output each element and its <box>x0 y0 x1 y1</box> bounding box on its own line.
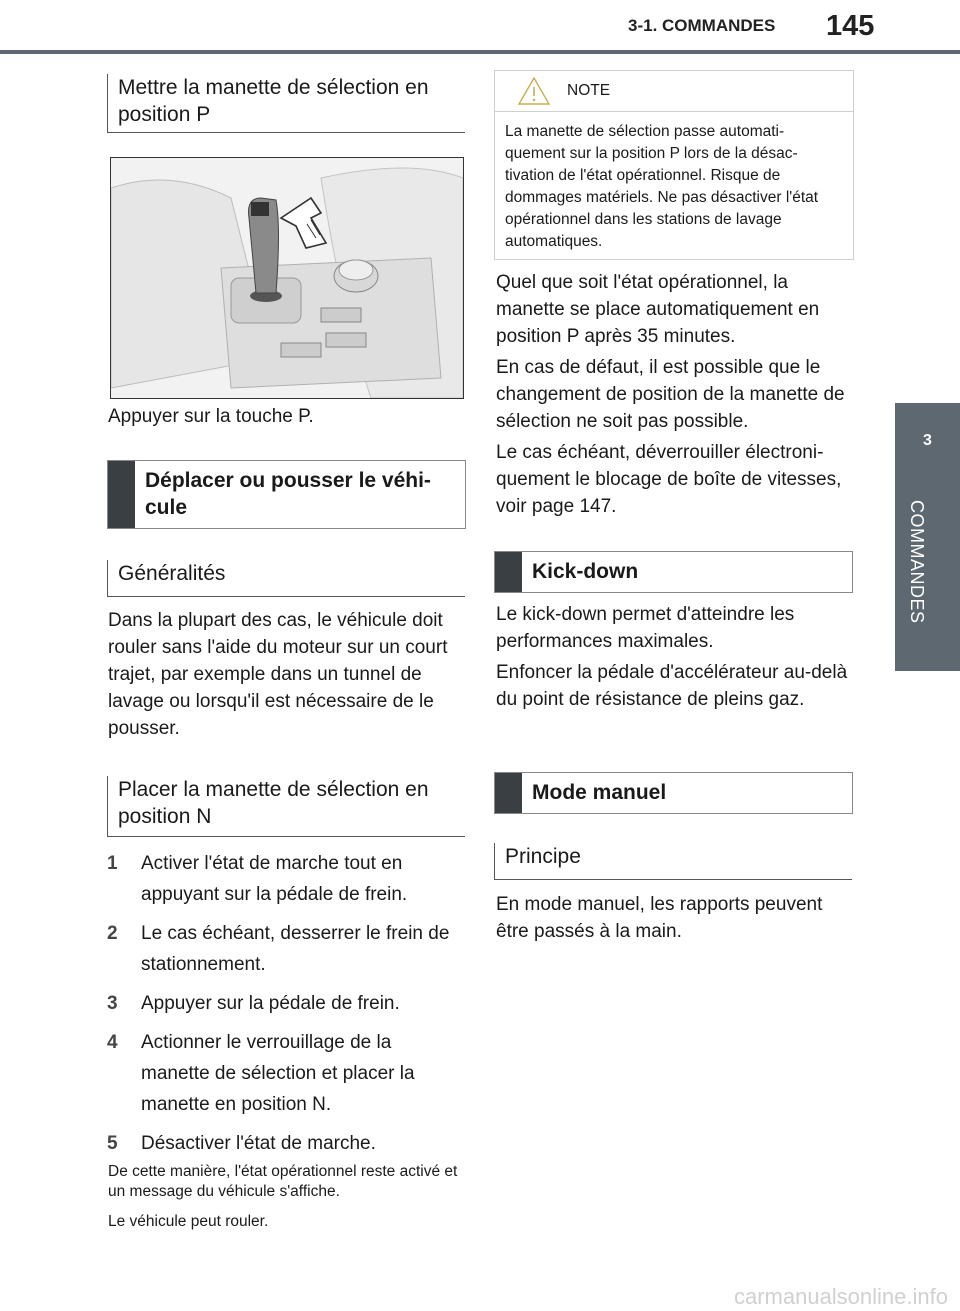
heading-general: Généralités <box>107 560 465 597</box>
heading-bar <box>495 552 522 592</box>
paragraph-fault: En cas de défaut, il est possible que le changement de position de la manette de sélection ne soit pas possible. <box>496 357 845 432</box>
note-text: La manette de sélection passe automati-quement sur la position P lors de la désac-tivation de l'état opérationnel. Risque de dommages matériels. Ne pas désactiver l'état opérationnel dans les stations de lavage automatiques. <box>505 123 819 250</box>
step-item: 1 Activer l'état de marche tout en appuyant sur la pédale de frein. <box>107 853 408 905</box>
heading-bar <box>495 773 522 813</box>
paragraph-general: Dans la plupart des cas, le véhicule doit rouler sans l'aide du moteur sur un court trajet, par exemple dans un tunnel de lavage ou lorsqu'il est nécessaire de le pousser. <box>108 610 448 739</box>
chapter-number: 3 <box>923 432 932 449</box>
heading-kick-down: Kick-down <box>494 551 853 593</box>
paragraph-principle: En mode manuel, les rapports peuvent être passés à la main. <box>496 894 823 942</box>
note-title: NOTE <box>567 82 611 99</box>
heading-position-n: Placer la manette de sélection en position N <box>107 776 465 837</box>
page-number: 145 <box>826 10 875 42</box>
note-box <box>494 70 854 260</box>
step-item: 2 Le cas échéant, desserrer le frein de stationnement. <box>107 923 450 975</box>
paragraph-kick-down: Le kick-down permet d'atteindre les performances maximales. <box>496 604 795 652</box>
heading-position-p: Mettre la manette de sélection en position P <box>107 74 465 133</box>
step-item: 5 Désactiver l'état de marche. <box>107 1133 376 1154</box>
heading-move-vehicle: Déplacer ou pousser le véhi-cule <box>107 460 466 529</box>
note-can-roll: Le véhicule peut rouler. <box>108 1213 269 1230</box>
warning-triangle-icon <box>517 76 551 106</box>
heading-principle: Principe <box>494 843 852 880</box>
paragraph-unlock: Le cas échéant, déverrouiller électroni-quement le blocage de boîte de vitesses, voir page 147. <box>496 442 842 517</box>
heading-manual-mode: Mode manuel <box>494 772 853 814</box>
step-item: 3 Appuyer sur la pédale de frein. <box>107 993 400 1014</box>
note-state-active: De cette manière, l'état opérationnel reste activé et un message du véhicule s'affiche. <box>108 1163 458 1200</box>
caption-press-p: Appuyer sur la touche P. <box>108 406 314 427</box>
paragraph-accelerator: Enfoncer la pédale d'accélérateur au-delà du point de résistance de pleins gaz. <box>496 662 848 710</box>
gear-selector-illustration <box>111 158 463 398</box>
header-rule <box>0 50 960 54</box>
heading-bar <box>108 461 135 528</box>
step-item: 4 Actionner le verrouillage de la manette de sélection et placer la manette en position N. <box>107 1032 415 1115</box>
steps-list <box>107 848 457 1159</box>
watermark: carmanualsonline.info <box>733 1284 948 1309</box>
chapter-label: COMMANDES <box>907 500 927 624</box>
note-header <box>495 71 853 112</box>
paragraph-auto-p: Quel que soit l'état opérationnel, la manette se place automatiquement en position P après 35 minutes. <box>496 272 820 347</box>
gear-selector-photo <box>110 157 464 399</box>
section-title: 3-1. COMMANDES <box>628 16 776 35</box>
